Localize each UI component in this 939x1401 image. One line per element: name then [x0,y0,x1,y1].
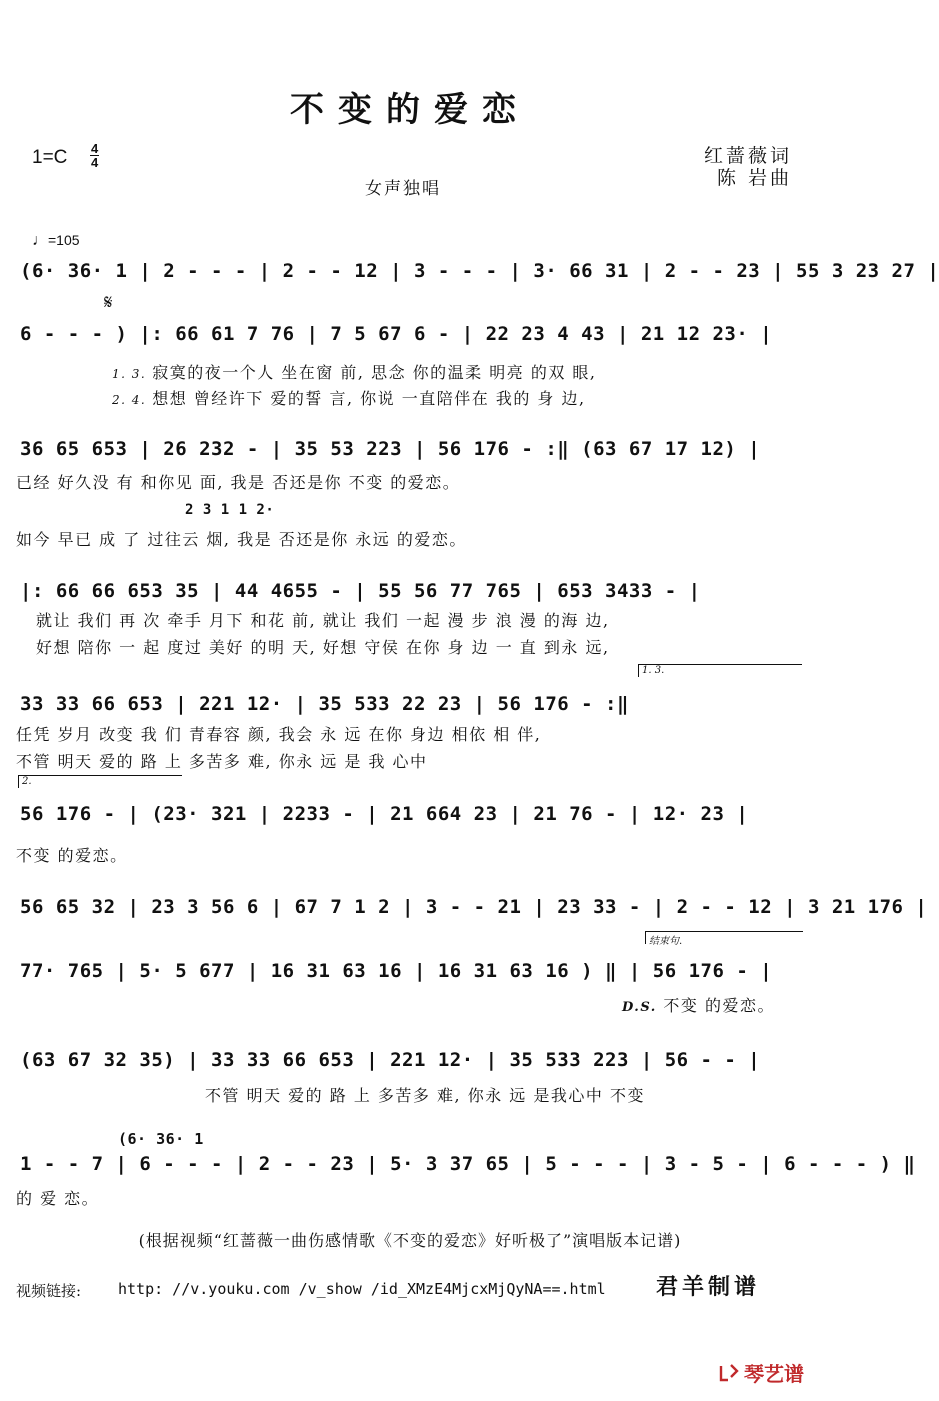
ds-marking: D.S. [622,1000,657,1015]
composer-credit: 陈 岩曲 [716,167,792,189]
tempo-marking [32,232,80,250]
volta-bracket-2: 2. [18,775,182,788]
lyric-chorus-a2: 任凭 岁月 改变 我 们 青春容 颜, 我会 永 远 在你 身边 相依 相 伴, [16,725,542,744]
video-link-url[interactable]: http: //v.youku.com /v_show /id_XMzE4MjcxMjQyNA==.html [118,1280,606,1298]
lyric-verse24-line2: 如今 早已 成 了 过往云 烟, 我是 否还是你 永远 的爱恋。 [16,530,467,549]
page-title: 不变的爱恋 [290,90,530,130]
transcription-note: (根据视频“红蔷薇一曲伤感情歌《不变的爱恋》好听极了”演唱版本记谱) [138,1231,682,1250]
lyric-chorus-a1: 就让 我们 再 次 牵手 月下 和花 前, 就让 我们 一起 漫 步 浪 漫 的海 边, [36,611,610,630]
lyric-ending-2: 不变 的爱恋。 [16,846,128,865]
ds-lyric-line [622,993,806,1016]
lyric-verse24-line1 [112,386,802,409]
volta-bracket-1: 1. 3. [638,664,802,677]
time-signature [90,142,99,169]
voice-type: 女声独唱 [365,179,441,199]
lyric-verse13-line2: 已经 好久没 有 和你见 面, 我是 否还是你 不变 的爱恋。 [16,473,461,492]
key-signature: 1=C [32,147,68,168]
lyricist-credit: 红蔷薇词 [703,145,792,167]
score-line-10: 1 - - 7 | 6 - - - | 2 - - 23 | 5· 3 37 65 | 5 - - - | 3 - 5 - | 6 - - - ) ‖ [20,1153,916,1175]
score-line-9: (63 67 32 35) | 33 33 66 653 | 221 12· | 35 533 223 | 56 - - | [20,1049,761,1071]
score-line-5: 33 33 66 653 | 221 12· | 35 533 22 23 | 56 176 - :‖ [20,693,629,715]
score-line-7: 56 65 32 | 23 3 56 6 | 67 7 1 2 | 3 - - 21 | 23 33 - | 2 - - 12 | 3 21 176 | [20,896,928,918]
lyric-chorus-b2: 不管 明天 爱的 路 上 多苦多 难, 你永 远 是 我 心中 [16,752,428,771]
lyric-coda-1: 不管 明天 爱的 路 上 多苦多 难, 你永 远 是我心中 不变 [205,1086,645,1105]
music-logo-icon [718,1362,740,1384]
verse-mark-13: 1. 3. [112,367,147,381]
brand-logo[interactable] [718,1358,804,1387]
score-line-3: 36 65 653 | 26 232 - | 35 53 223 | 56 176 - :‖ (63 67 17 12) | [20,438,761,460]
time-signature-bottom: 4 [91,155,99,170]
arranger-seal: 君羊制谱 [656,1274,761,1300]
lyric-text: 想想 曾经许下 爱的誓 言, 你说 一直陪伴在 我的 身 边, [152,389,586,408]
quarter-note-icon: ♩ [32,232,48,249]
score-line-4: |: 66 66 653 35 | 44 4655 - | 55 56 77 765 | 653 3433 - | [20,580,701,602]
lyric-text: 不变 的爱恋。 [663,996,775,1015]
video-link-label: 视频链接: [16,1282,82,1300]
lyric-verse13-line1 [112,360,802,383]
alt-ending-notes: (6· 36· 1 [118,1130,204,1148]
segno-icon: 𝄋 [104,290,113,314]
coda-bracket: 结束句. [645,931,803,944]
lyric-coda-2: 的 爱 恋。 [16,1189,100,1208]
tempo-value: =105 [48,232,80,248]
score-line-1: (6· 36· 1 | 2 - - - | 2 - - 12 | 3 - - - | 3· 66 31 | 2 - - 23 | 55 3 23 27 | [20,260,939,282]
score-line-8: 77· 765 | 5· 5 677 | 16 31 63 16 | 16 31 63 16 ) ‖ | 56 176 - | [20,960,773,982]
score-line-6: 56 176 - | (23· 321 | 2233 - | 21 664 23 | 21 76 - | 12· 23 | [20,803,749,825]
score-line-2: 6 - - - ) |: 66 61 7 76 | 7 5 67 6 - | 22 23 4 43 | 21 12 23· | [20,323,773,345]
brand-name: 琴艺谱 [744,1364,804,1386]
grace-notes: 2 3 1 1 2· [185,502,275,518]
lyric-chorus-b1: 好想 陪你 一 起 度过 美好 的明 天, 好想 守侯 在你 身 边 一 直 到永 远, [36,638,610,657]
time-signature-top: 4 [91,141,99,156]
verse-mark-24: 2. 4. [112,393,147,407]
lyric-text: 寂寞的夜一个人 坐在窗 前, 思念 你的温柔 明亮 的双 眼, [152,363,597,382]
